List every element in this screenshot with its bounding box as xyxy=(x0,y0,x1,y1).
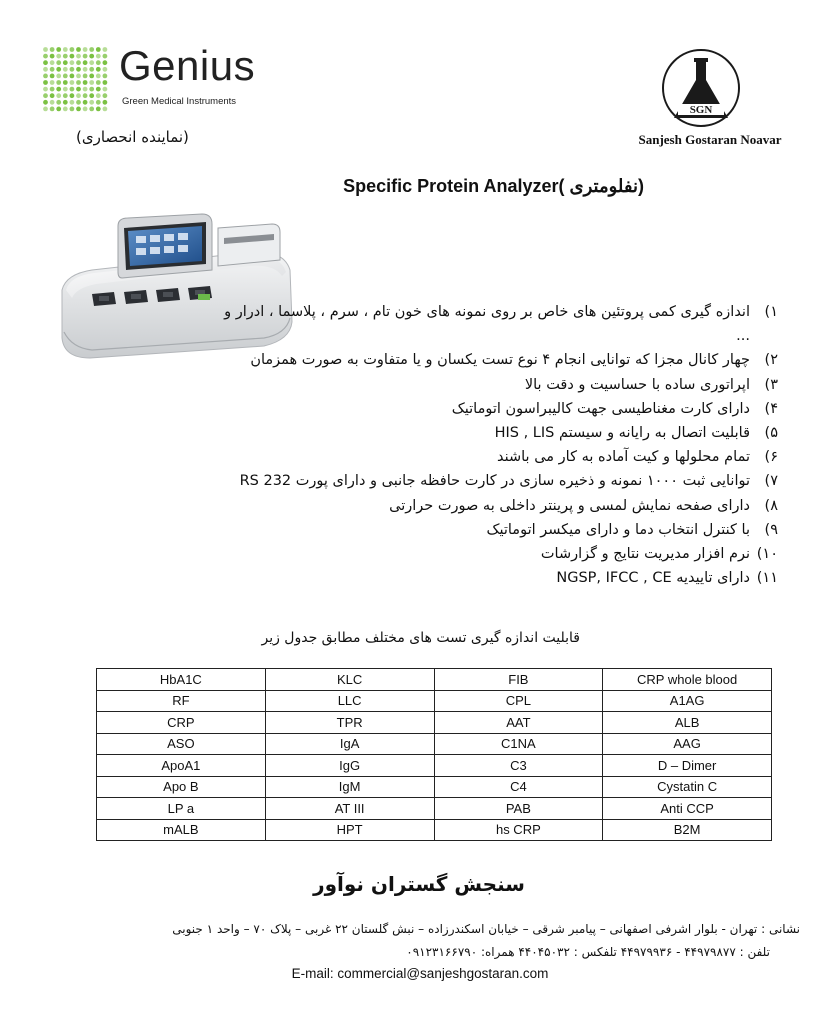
table-row xyxy=(97,733,772,755)
feature-number: ۱۱) xyxy=(756,570,778,587)
footer-phones: تلفن : ۴۴۹۷۹۸۷۷ - ۴۴۹۷۹۹۳۶ تلفکس : ۴۴۰۴۵۰۳۲ همراه: ۰۹۱۲۳۱۶۶۷۹۰ xyxy=(406,945,770,959)
table-cell: C4 xyxy=(434,776,603,798)
table-cell: IgM xyxy=(265,776,434,798)
table-row xyxy=(97,712,772,734)
feature-text: دارای کارت مغناطیسی جهت کالیبراسون اتوماتیک xyxy=(451,400,750,417)
table-cell: CRP xyxy=(97,712,266,734)
feature-text: دارای تاییدیه NGSP, IFCC , CE xyxy=(556,570,750,587)
feature-item xyxy=(218,445,778,469)
feature-item xyxy=(218,373,778,397)
footer-email: E-mail: commercial@sanjeshgostaran.com xyxy=(291,966,549,981)
feature-text: تمام محلولها و کیت آماده به کار می باشند xyxy=(497,449,750,466)
table-cell: KLC xyxy=(265,669,434,691)
feature-number: ۸) xyxy=(764,497,778,514)
feature-number: ۱۰) xyxy=(756,546,778,563)
feature-item xyxy=(218,518,778,542)
feature-number: ۶) xyxy=(764,449,778,466)
table-cell: CPL xyxy=(434,690,603,712)
feature-text: دارای صفحه نمایش لمسی و پرینتر داخلی به صورت حرارتی xyxy=(389,497,750,514)
genius-brand-name: Genius xyxy=(119,42,256,89)
table-row xyxy=(97,690,772,712)
table-row xyxy=(97,819,772,841)
table-row xyxy=(97,798,772,820)
feature-number: ۱) xyxy=(764,304,778,320)
table-cell: LP a xyxy=(97,798,266,820)
table-cell: Anti CCP xyxy=(603,798,772,820)
genius-tagline: Green Medical Instruments xyxy=(122,96,237,107)
sgn-flask-logo-icon xyxy=(656,48,746,138)
footer-address: نشانی : تهران - بلوار اشرفی اصفهانی – پیامبر شرقی – خیابان اسکندرزاده – نبش گلستان ۲۲ غربی – پلاک ۷۰ – واحد ۱ جنوبی xyxy=(172,922,800,936)
feature-item xyxy=(218,421,778,445)
table-cell: PAB xyxy=(434,798,603,820)
feature-item xyxy=(218,348,778,372)
footer-company-name: سنجش گستران نوآور xyxy=(313,872,525,896)
table-cell: C3 xyxy=(434,755,603,777)
table-cell: AAT xyxy=(434,712,603,734)
feature-text: چهار کانال مجزا که توانایی انجام ۴ نوع تست یکسان و یا متفاوت به صورت همزمان xyxy=(250,352,750,369)
sgn-company-name: Sanjesh Gostaran Noavar xyxy=(638,132,782,147)
table-cell: LLC xyxy=(265,690,434,712)
table-cell: RF xyxy=(97,690,266,712)
features-list xyxy=(218,300,778,590)
genius-logo xyxy=(42,42,256,118)
tests-table xyxy=(96,668,772,841)
feature-text: اپراتوری ساده با حساسیت و دقت بالا xyxy=(524,376,750,393)
genius-dot-grid-icon xyxy=(42,46,110,114)
table-cell: ApoA1 xyxy=(97,755,266,777)
exclusive-representative-note: (نماینده انحصاری) xyxy=(76,128,189,146)
table-cell: FIB xyxy=(434,669,603,691)
table-cell: AAG xyxy=(603,733,772,755)
table-cell: HbA1C xyxy=(97,669,266,691)
table-cell: A1AG xyxy=(603,690,772,712)
table-cell: ASO xyxy=(97,733,266,755)
table-cell: C1NA xyxy=(434,733,603,755)
table-cell: B2M xyxy=(603,819,772,841)
feature-number: ۹) xyxy=(764,521,778,538)
table-row xyxy=(97,755,772,777)
table-caption: قابلیت اندازه گیری تست های مختلف مطابق جدول زیر xyxy=(261,630,580,646)
feature-item xyxy=(218,300,778,348)
table-cell: IgG xyxy=(265,755,434,777)
table-cell: mALB xyxy=(97,819,266,841)
feature-text: قابلیت اتصال به رایانه و سیستم HIS , LIS xyxy=(494,425,750,442)
feature-item xyxy=(218,542,778,566)
feature-number: ۷) xyxy=(764,473,778,490)
feature-item xyxy=(218,397,778,421)
sgn-logo-mark: SGN xyxy=(689,104,713,116)
feature-text: نرم افزار مدیریت نتایج و گزارشات xyxy=(540,546,750,563)
feature-text: با کنترل انتخاب دما و دارای میکسر اتوماتیک xyxy=(486,521,750,538)
feature-item xyxy=(218,494,778,518)
feature-number: ۲) xyxy=(764,352,778,369)
table-cell: AT III xyxy=(265,798,434,820)
table-cell: IgA xyxy=(265,733,434,755)
page-title: Specific Protein Analyzer( نفلومتری) xyxy=(343,176,644,196)
table-cell: HPT xyxy=(265,819,434,841)
feature-item xyxy=(218,469,778,493)
feature-text: اندازه گیری کمی پروتئین های خاص بر روی نمونه های خون تام ، سرم ، پلاسما ، ادرار و ... xyxy=(224,304,750,345)
feature-text: توانایی ثبت ۱۰۰۰ نمونه و ذخیره سازی در کارت حافظه جانبی و دارای پورت RS 232 xyxy=(239,473,750,490)
feature-number: ۴) xyxy=(764,400,778,417)
table-cell: D – Dimer xyxy=(603,755,772,777)
feature-item xyxy=(218,566,778,590)
table-cell: Apo B xyxy=(97,776,266,798)
table-row xyxy=(97,776,772,798)
feature-number: ۳) xyxy=(764,376,778,393)
table-cell: hs CRP xyxy=(434,819,603,841)
table-cell: CRP whole blood xyxy=(603,669,772,691)
table-cell: Cystatin C xyxy=(603,776,772,798)
table-cell: ALB xyxy=(603,712,772,734)
feature-number: ۵) xyxy=(764,425,778,442)
table-row xyxy=(97,669,772,691)
table-cell: TPR xyxy=(265,712,434,734)
